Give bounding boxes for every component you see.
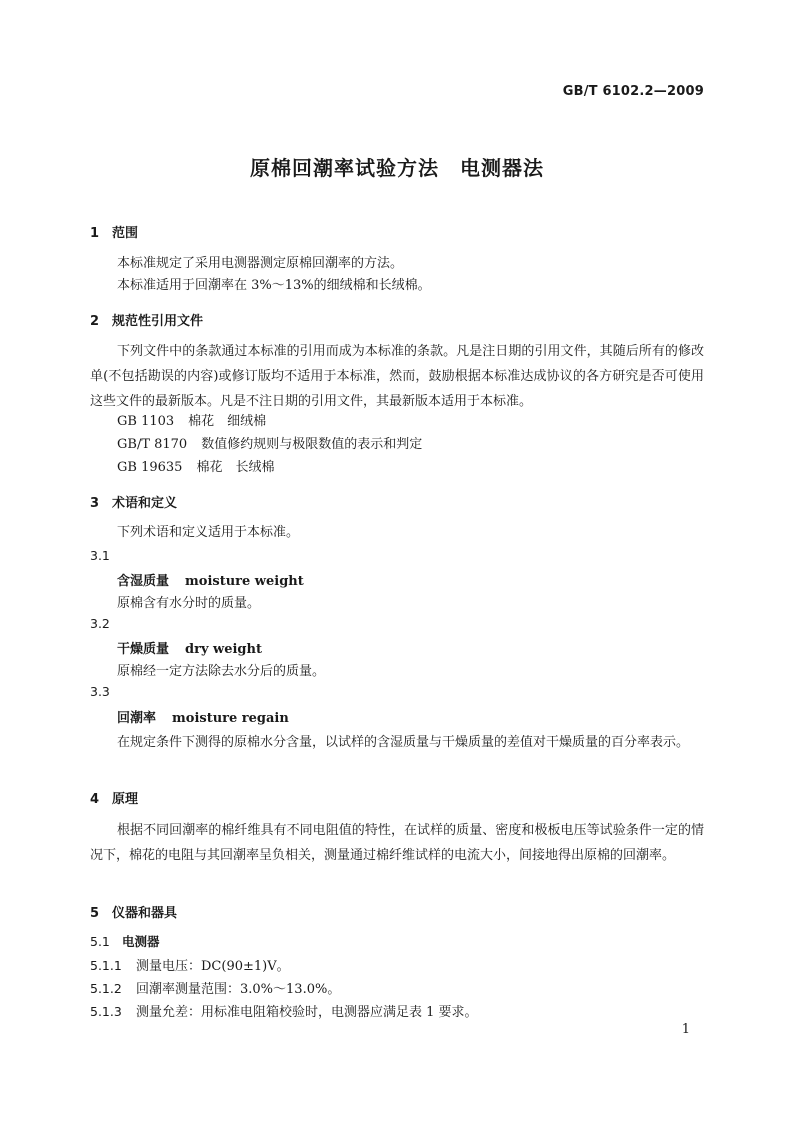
- section-number: 5: [90, 906, 100, 921]
- section-number: 1: [90, 226, 100, 241]
- clause-number: 5.1.3: [90, 1004, 122, 1019]
- clause-text: 测量电压：DC(90±1)V。: [136, 959, 290, 974]
- section-title: 原理: [112, 792, 139, 807]
- section-title: 仪器和器具: [112, 906, 178, 921]
- reference-code: GB/T 8170: [117, 437, 188, 452]
- term-cn: 含湿质量: [117, 574, 170, 589]
- scope-line-1: 本标准规定了采用电测器测定原棉回潮率的方法。: [117, 256, 404, 271]
- term-number: 3.3: [90, 684, 110, 699]
- term-definition: 原棉含有水分时的质量。: [117, 596, 261, 611]
- term-dry-weight: [117, 638, 262, 657]
- reference-title: 数值修约规则与极限数值的表示和判定: [201, 437, 423, 452]
- reference-code: GB 19635: [117, 460, 183, 475]
- section-1-heading: [90, 222, 138, 241]
- reference-title: 棉花 细绒棉: [188, 414, 267, 429]
- reference-item: [117, 410, 266, 434]
- section-number: 4: [90, 792, 100, 807]
- clause-text: 测量允差：用标准电阻箱校验时，电测器应满足表 1 要求。: [136, 1005, 478, 1020]
- term-en: moisture regain: [172, 711, 289, 726]
- term-definition: 在规定条件下测得的原棉水分含量，以试样的含湿质量与干燥质量的差值对干燥质量的百分率表示。: [117, 735, 690, 750]
- section-5-heading: [90, 902, 177, 921]
- term-en: dry weight: [185, 642, 262, 657]
- standard-code: GB/T 6102.2—2009: [562, 84, 704, 99]
- subsection-5-1-heading: [90, 932, 160, 950]
- term-number: 3.1: [90, 548, 110, 563]
- term-moisture-weight: [117, 570, 304, 589]
- section-title: 术语和定义: [112, 496, 178, 511]
- reference-item: [117, 433, 422, 457]
- term-en: moisture weight: [185, 574, 304, 589]
- section-number: 3: [90, 496, 100, 511]
- clause-text: 回潮率测量范围：3.0%～13.0%。: [136, 982, 341, 997]
- scope-line-2: 本标准适用于回潮率在 3%～13%的细绒棉和长绒棉。: [117, 278, 431, 293]
- subsection-number: 5.1: [90, 934, 110, 949]
- section-number: 2: [90, 314, 100, 329]
- section-title: 范围: [112, 226, 139, 241]
- term-number: 3.2: [90, 616, 110, 631]
- clause-5-1-3: [90, 1001, 478, 1020]
- normative-references-paragraph: 下列文件中的条款通过本标准的引用而成为本标准的条款。凡是注日期的引用文件，其随后所有的修改单(不包括勘误的内容)或修订版均不适用于本标准，然而，鼓励根据本标准达成协议的各方研究是否可使用这些文件的最新版本。凡是不注日期的引用文件，其最新版本适用于本标准。: [90, 344, 704, 409]
- reference-code: GB 1103: [117, 414, 175, 429]
- section-title: 规范性引用文件: [112, 314, 204, 329]
- document-title: 原棉回潮率试验方法 电测器法: [250, 156, 544, 180]
- reference-title: 棉花 长绒棉: [196, 460, 275, 475]
- clause-5-1-2: [90, 978, 340, 997]
- clause-number: 5.1.2: [90, 981, 122, 996]
- principle-paragraph: 根据不同回潮率的棉纤维具有不同电阻值的特性，在试样的质量、密度和极板电压等试验条件一定的情况下，棉花的电阻与其回潮率呈负相关，测量通过棉纤维试样的电流大小，间接地得出原棉的回潮率。: [90, 823, 704, 863]
- subsection-title: 电测器: [122, 934, 160, 949]
- clause-5-1-1: [90, 955, 290, 974]
- reference-item: [117, 456, 274, 480]
- clause-number: 5.1.1: [90, 958, 122, 973]
- section-4-heading: [90, 788, 138, 807]
- term-definition: 原棉经一定方法除去水分后的质量。: [117, 664, 326, 679]
- section-3-heading: [90, 492, 177, 511]
- term-moisture-regain: [117, 707, 289, 726]
- terms-intro: 下列术语和定义适用于本标准。: [117, 525, 300, 540]
- section-2-heading: [90, 310, 203, 329]
- page-number: 1: [681, 1022, 690, 1037]
- term-cn: 回潮率: [117, 711, 157, 726]
- term-cn: 干燥质量: [117, 642, 170, 657]
